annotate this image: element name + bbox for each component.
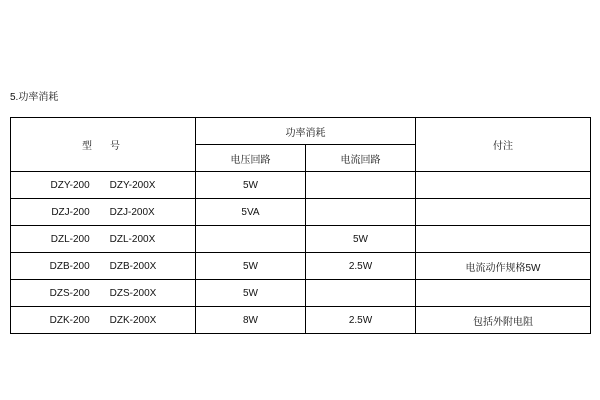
cell-voltage: 8W xyxy=(196,307,306,334)
cell-model xyxy=(11,172,196,199)
table-row xyxy=(11,280,591,307)
table-row xyxy=(11,307,591,334)
power-consumption-table-wrapper xyxy=(10,117,590,334)
cell-voltage xyxy=(196,226,306,253)
model-primary: DZB-200 xyxy=(49,260,90,272)
table-row xyxy=(11,253,591,280)
cell-current: 2.5W xyxy=(306,253,416,280)
cell-current: 2.5W xyxy=(306,307,416,334)
model-primary: DZK-200 xyxy=(49,314,90,326)
model-primary: DZL-200 xyxy=(50,233,90,245)
table-header-row-1 xyxy=(11,118,591,145)
cell-model xyxy=(11,253,196,280)
cell-note: 包括外附电阻 xyxy=(416,307,591,334)
column-header-current-circuit: 电流回路 xyxy=(306,145,416,172)
model-secondary: DZL-200X xyxy=(109,233,156,245)
cell-model xyxy=(11,280,196,307)
table-header xyxy=(11,118,591,172)
table-row xyxy=(11,172,591,199)
column-header-power-consumption: 功率消耗 xyxy=(196,118,416,145)
cell-model xyxy=(11,307,196,334)
column-header-voltage-circuit: 电压回路 xyxy=(196,145,306,172)
table-row xyxy=(11,226,591,253)
model-primary: DZS-200 xyxy=(49,287,90,299)
model-secondary: DZB-200X xyxy=(109,260,157,272)
column-header-note: 付注 xyxy=(416,118,591,172)
model-secondary: DZY-200X xyxy=(109,179,156,191)
table-row xyxy=(11,199,591,226)
model-secondary: DZS-200X xyxy=(109,287,157,299)
model-primary: DZY-200 xyxy=(50,179,90,191)
cell-note xyxy=(416,172,591,199)
model-secondary: DZK-200X xyxy=(109,314,157,326)
model-secondary: DZJ-200X xyxy=(109,206,155,218)
cell-current: 5W xyxy=(306,226,416,253)
table-body xyxy=(11,172,591,334)
cell-model xyxy=(11,226,196,253)
cell-note xyxy=(416,226,591,253)
cell-note: 电流动作规格5W xyxy=(416,253,591,280)
cell-model xyxy=(11,199,196,226)
cell-voltage: 5VA xyxy=(196,199,306,226)
cell-note xyxy=(416,199,591,226)
cell-current xyxy=(306,199,416,226)
column-header-model: 型 号 xyxy=(11,118,196,172)
cell-note xyxy=(416,280,591,307)
cell-voltage: 5W xyxy=(196,253,306,280)
power-consumption-table xyxy=(10,117,591,334)
cell-current xyxy=(306,280,416,307)
cell-voltage: 5W xyxy=(196,172,306,199)
cell-current xyxy=(306,172,416,199)
model-primary: DZJ-200 xyxy=(51,206,90,218)
section-title: 5.功率消耗 xyxy=(10,92,59,103)
cell-voltage: 5W xyxy=(196,280,306,307)
